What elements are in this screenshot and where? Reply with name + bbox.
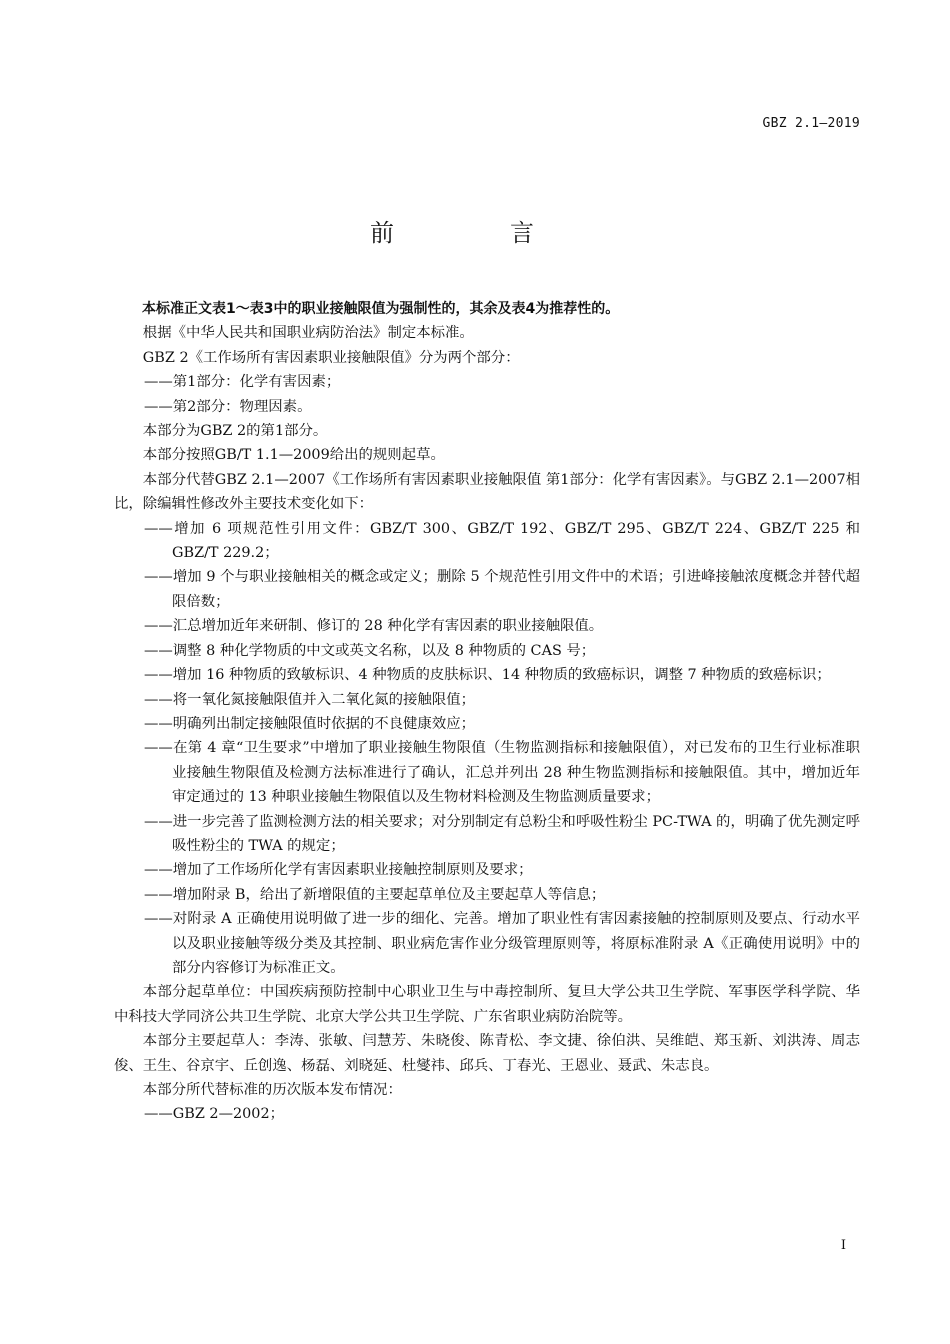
document-body xyxy=(114,297,860,1127)
list-item-change: ——对附录 A 正确使用说明做了进一步的细化、完善。增加了职业性有害因素接触的控制原则及要点、行动水平以及职业接触等级分类及其控制、职业病危害作业分级管理原则等，将原标准附录 A《正确使用说明》中的部分内容修订为标准正文。 xyxy=(144,911,860,976)
list-item-part-2: ——第2部分：物理因素。 xyxy=(144,398,312,415)
list-item-change: ——增加 16 种物质的致敏标识、4 种物质的皮肤标识、14 种物质的致癌标识，调整 7 种物质的致癌标识； xyxy=(144,667,831,684)
list-item-change: ——增加附录 B，给出了新增限值的主要起草单位及主要起草人等信息； xyxy=(144,886,606,903)
paragraph-drafters: 本部分主要起草人：李涛、张敏、闫慧芳、朱晓俊、陈青松、李文捷、徐伯洪、吴维皑、郑玉新、刘洪涛、周志俊、王生、谷京宇、丘创逸、杨磊、刘晓延、杜燮祎、邱兵、丁春光、王恩业、聂武、朱志良。 xyxy=(114,1033,860,1074)
paragraph-parts-intro: GBZ 2《工作场所有害因素职业接触限值》分为两个部分： xyxy=(142,349,520,366)
list-item-change: ——将一氧化氮接触限值并入二氧化氮的接触限值； xyxy=(144,691,475,708)
paragraph-basis: 根据《中华人民共和国职业病防治法》制定本标准。 xyxy=(142,325,474,342)
paragraph-replaces: 本部分代替GBZ 2.1—2007《工作场所有害因素职业接触限值 第1部分：化学有害因素》。与GBZ 2.1—2007相比，除编辑性修改外主要技术变化如下： xyxy=(114,471,860,513)
page-number: I xyxy=(840,1238,846,1253)
list-item-change: ——增加 6 项规范性引用文件：GBZ/T 300、GBZ/T 192、GBZ/T 295、GBZ/T 224、GBZ/T 225 和 GBZ/T 229.2； xyxy=(144,520,860,562)
list-item-change: ——调整 8 种化学物质的中文或英文名称，以及 8 种物质的 CAS 号； xyxy=(144,642,596,659)
paragraph-drafting-units: 本部分起草单位：中国疾病预防控制中心职业卫生与中毒控制所、复旦大学公共卫生学院、军事医学科学院、华中科技大学同济公共卫生学院、北京大学公共卫生学院、广东省职业病防治院等。 xyxy=(114,984,860,1025)
list-item-part-1: ——第1部分：化学有害因素； xyxy=(144,374,341,391)
list-item-change: ——明确列出制定接触限值时依据的不良健康效应； xyxy=(144,715,475,732)
list-item-change: ——汇总增加近年来研制、修订的 28 种化学有害因素的职业接触限值。 xyxy=(144,618,604,635)
paragraph-part-of: 本部分为GBZ 2的第1部分。 xyxy=(142,423,328,440)
mandatory-statement: 本标准正文表1～表3中的职业接触限值为强制性的，其余及表4为推荐性的。 xyxy=(142,301,620,317)
list-item-change: ——增加了工作场所化学有害因素职业接触控制原则及要求； xyxy=(144,862,533,879)
list-item-change: ——增加 9 个与职业接触相关的概念或定义；删除 5 个规范性引用文件中的术语；引进峰接触浓度概念并替代超限倍数； xyxy=(144,569,860,610)
paragraph-drafting-rules: 本部分按照GB/T 1.1—2009给出的规则起草。 xyxy=(142,447,445,464)
page-title: 前 言 xyxy=(370,219,580,247)
list-item-change: ——进一步完善了监测检测方法的相关要求；对分别制定有总粉尘和呼吸性粉尘 PC-TWA 的，明确了优先测定呼吸性粉尘的 TWA 的规定； xyxy=(144,813,860,854)
paragraph-history-intro: 本部分所代替标准的历次版本发布情况： xyxy=(142,1082,402,1098)
standard-code: GBZ 2.1—2019 xyxy=(762,116,860,131)
list-item-history: ——GBZ 2—2002； xyxy=(144,1106,284,1123)
list-item-change: ——在第 4 章“卫生要求”中增加了职业接触生物限值（生物监测指标和接触限值），对已发布的卫生行业标准职业接触生物限值及检测方法标准进行了确认，汇总并列出 28 种生物监测指标和接触限值。其中，增加近年审定通过的 13 种职业接触生物限值以及生物材料检测及生物监测质量要求； xyxy=(144,740,860,806)
